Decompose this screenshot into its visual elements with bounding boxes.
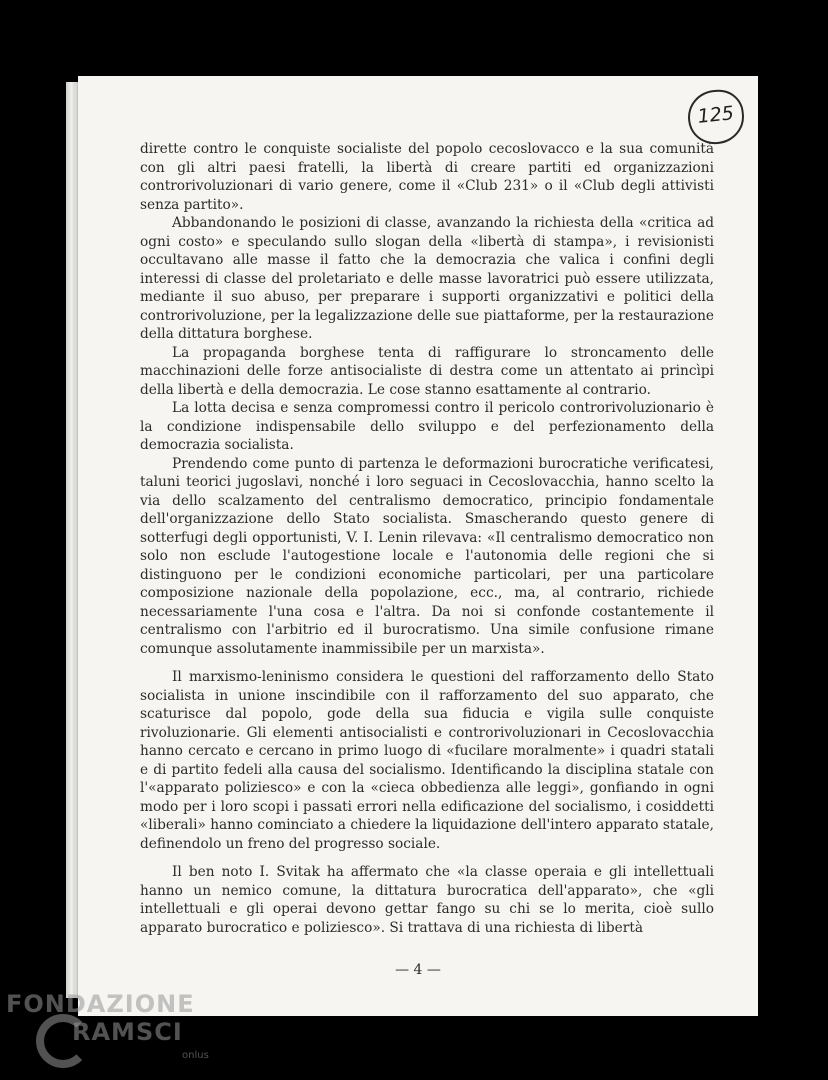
page-folio: — 4 — (395, 962, 441, 978)
paragraph-4: La lotta decisa e senza compromessi contro il pericolo controrivoluzionario è la condizione indispensabile dello sviluppo e del perfezionamento della democrazia socialista. (140, 400, 714, 453)
handwritten-page-number-text: 125 (696, 102, 735, 128)
paragraph-6: Il marxismo-leninismo considera le questioni del rafforzamento dello Stato socialista in unione inscindibile con il rafforzamento del suo apparato, che scaturisce dal popolo, gode della sua fiducia e vigila sulle conquiste rivoluzionarie. Gli elementi antisocialisti e controrivoluzionari in Cecoslovacchia hanno cercato e cercano in primo luogo di «fucilare moralmente» i quadri statali e di partito fedeli alla causa del socialismo. Identificando la disciplina statale con l'«apparato poliziesco» e con la «cieca obbedienza alle leggi», gonfiando in ogni modo per i loro scopi i passati errori nella edificazione del socialismo, i cosiddetti «liberali» hanno cominciato a chiedere la liquidazione dell'intero apparato statale, definendolo un freno del progresso sociale. (140, 669, 714, 852)
fondazione-gramsci-watermark (6, 990, 226, 1076)
paragraph-2: Abbandonando le posizioni di classe, avanzando la richiesta della «critica ad ogni costo» e speculando sullo slogan della «libertà di stampa», i revisionisti occultavano alle masse il fatto che la democrazia che valica i confini degli interessi di classe del proletariato e delle masse lavoratrici può essere utilizzata, mediante il suo abuso, per preparare i supporti organizzativi e politici della controrivoluzione, per la legalizzazione delle sue piattaforme, per la restaurazione della dittatura borghese. (140, 215, 714, 342)
paragraph-3: La propaganda borghese tenta di raffigurare lo stroncamento delle macchinazioni delle forze antisocialiste di destra come un attentato ai princìpi della libertà e della democrazia. Le cose stanno esattamente al contrario. (140, 344, 714, 398)
paragraph-1: dirette contro le conquiste socialiste del popolo cecoslovacco e la sua comunità con gli altri paesi fratelli, la libertà di creare partiti ed organizzazioni controrivoluzionari di vario genere, come il «Club 231» o il «Club degli attivisti senza partito». (140, 141, 714, 213)
paragraph-5: Prendendo come punto di partenza le deformazioni burocratiche verificatesi, taluni teorici jugoslavi, nonché i loro seguaci in Cecoslovacchia, hanno scelto la via dello scalzamento del centralismo democratico, principio fondamentale dell'organizzazione dello Stato socialista. Smascherando questo genere di sotterfugi degli opportunisti, V. I. Lenin rilevava: «Il centralismo democratico non solo non esclude l'autogestione locale e l'autonomia delle regioni che si distinguono per le condizioni economiche particolari, per una particolare composizione nazionale della popolazione, ecc., ma, al contrario, richiede necessariamente l'una cosa e l'altra. Da noi si confonde costantemente il centralismo con l'arbitrio ed il burocratismo. Una simile confusione rimane comunque assolutamente inammissibile per un marxista». (140, 455, 714, 657)
body-text (140, 140, 714, 937)
handwritten-page-number (685, 87, 746, 147)
watermark-line-2: RAMSCI (72, 1018, 183, 1046)
watermark-line-1: FONDAZIONE (6, 990, 195, 1018)
paragraph-7: Il ben noto I. Svitak ha affermato che «la classe operaia e gli intellettuali hanno un nemico comune, la dittatura burocratica dell'apparato», che «gli intellettuali e gli operai devono gettar fango su chi se lo merita, cioè sullo apparato burocratico e poliziesco». Si trattava di una richiesta di libertà (140, 864, 714, 936)
document-page (78, 76, 758, 1016)
watermark-onlus: onlus (182, 1050, 209, 1061)
